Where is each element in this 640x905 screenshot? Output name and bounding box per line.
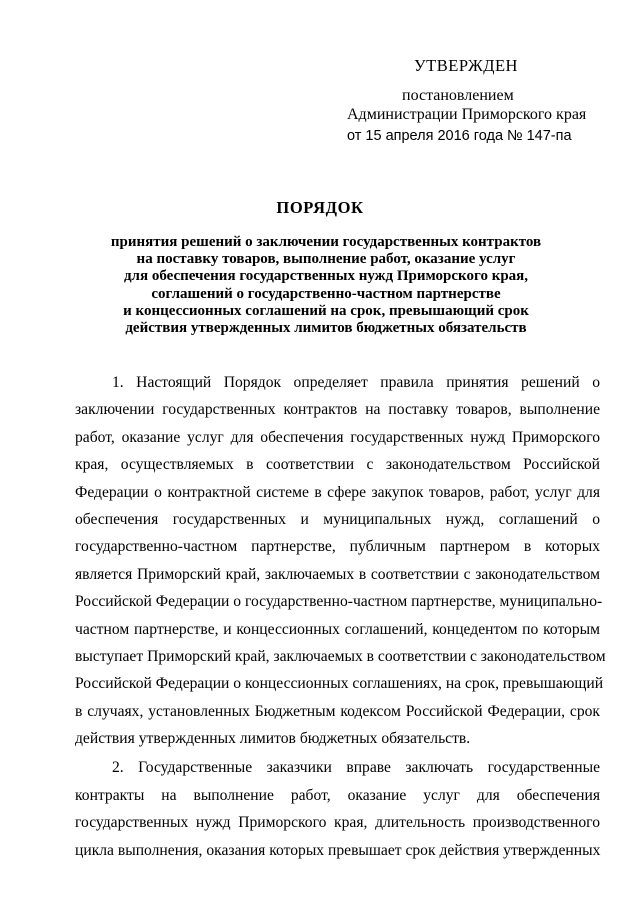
approval-decree-label: постановлением bbox=[402, 87, 514, 104]
subtitle-line: соглашений о государственно-частном партнерстве bbox=[151, 285, 501, 302]
text-line: Российской Федерации о концессионных соглашениях, на срок, превышающий bbox=[75, 675, 604, 693]
approval-date-number: от 15 апреля 2016 года № 147-па bbox=[347, 128, 572, 144]
subtitle-line: и концессионных соглашений на срок, превышающий срок bbox=[123, 302, 529, 319]
approval-authority: Администрации Приморского края bbox=[347, 106, 587, 123]
text-line: обеспечения государственных и муниципальных нужд, соглашений о bbox=[75, 510, 600, 528]
text-line: Федерации о контрактной системе в сфере закупок товаров, работ, услуг для bbox=[75, 483, 600, 501]
document-body bbox=[75, 373, 606, 868]
paragraph-1 bbox=[75, 373, 606, 756]
text-line: действия утвержденных лимитов бюджетных обязательств. bbox=[75, 730, 471, 748]
text-line: заключении государственных контрактов на поставку товаров, выполнение bbox=[75, 401, 600, 419]
text-line: 1. Настоящий Порядок определяет правила принятия решений о bbox=[112, 374, 600, 391]
subtitle-line: для обеспечения государственных нужд Приморского края, bbox=[123, 268, 529, 285]
approval-title: УТВЕРЖДЕН bbox=[414, 56, 518, 75]
text-line: Российской Федерации о государственно-частном партнерстве, муниципально- bbox=[75, 593, 603, 611]
subtitle-line: действия утвержденных лимитов бюджетных обязательств bbox=[125, 320, 527, 337]
text-line: является Приморский край, заключаемых в соответствии с законодательством bbox=[75, 565, 600, 583]
text-line: работ, оказание услуг для обеспечения государственных нужд Приморского bbox=[75, 428, 600, 446]
text-line: края, осуществляемых в соответствии с законодательством Российской bbox=[75, 456, 600, 474]
text-line: государственных нужд Приморского края, длительность производственного bbox=[75, 814, 600, 832]
document-subtitle bbox=[100, 234, 552, 337]
paragraph-2 bbox=[75, 758, 600, 868]
text-line: выступает Приморский край, заключаемых в соответствии с законодательством bbox=[75, 647, 606, 665]
text-line: частном партнерстве, и концессионных соглашений, концедентом по которым bbox=[75, 620, 600, 638]
subtitle-line: принятия решений о заключении государственных контрактов bbox=[110, 234, 542, 250]
subtitle-line: на поставку товаров, выполнение работ, оказание услуг bbox=[136, 251, 516, 268]
text-line: в случаях, установленных Бюджетным кодексом Российской Федерации, срок bbox=[75, 702, 600, 720]
text-line: 2. Государственные заказчики вправе заключать государственные bbox=[112, 759, 600, 777]
document-title: ПОРЯДОК bbox=[276, 198, 364, 217]
text-line: цикла выполнения, оказания которых превышает срок действия утвержденных bbox=[75, 841, 601, 859]
text-line: контракты на выполнение работ, оказание услуг для обеспечения bbox=[75, 786, 600, 804]
text-line: государственно-частном партнерстве, публичным партнером в которых bbox=[75, 538, 600, 556]
